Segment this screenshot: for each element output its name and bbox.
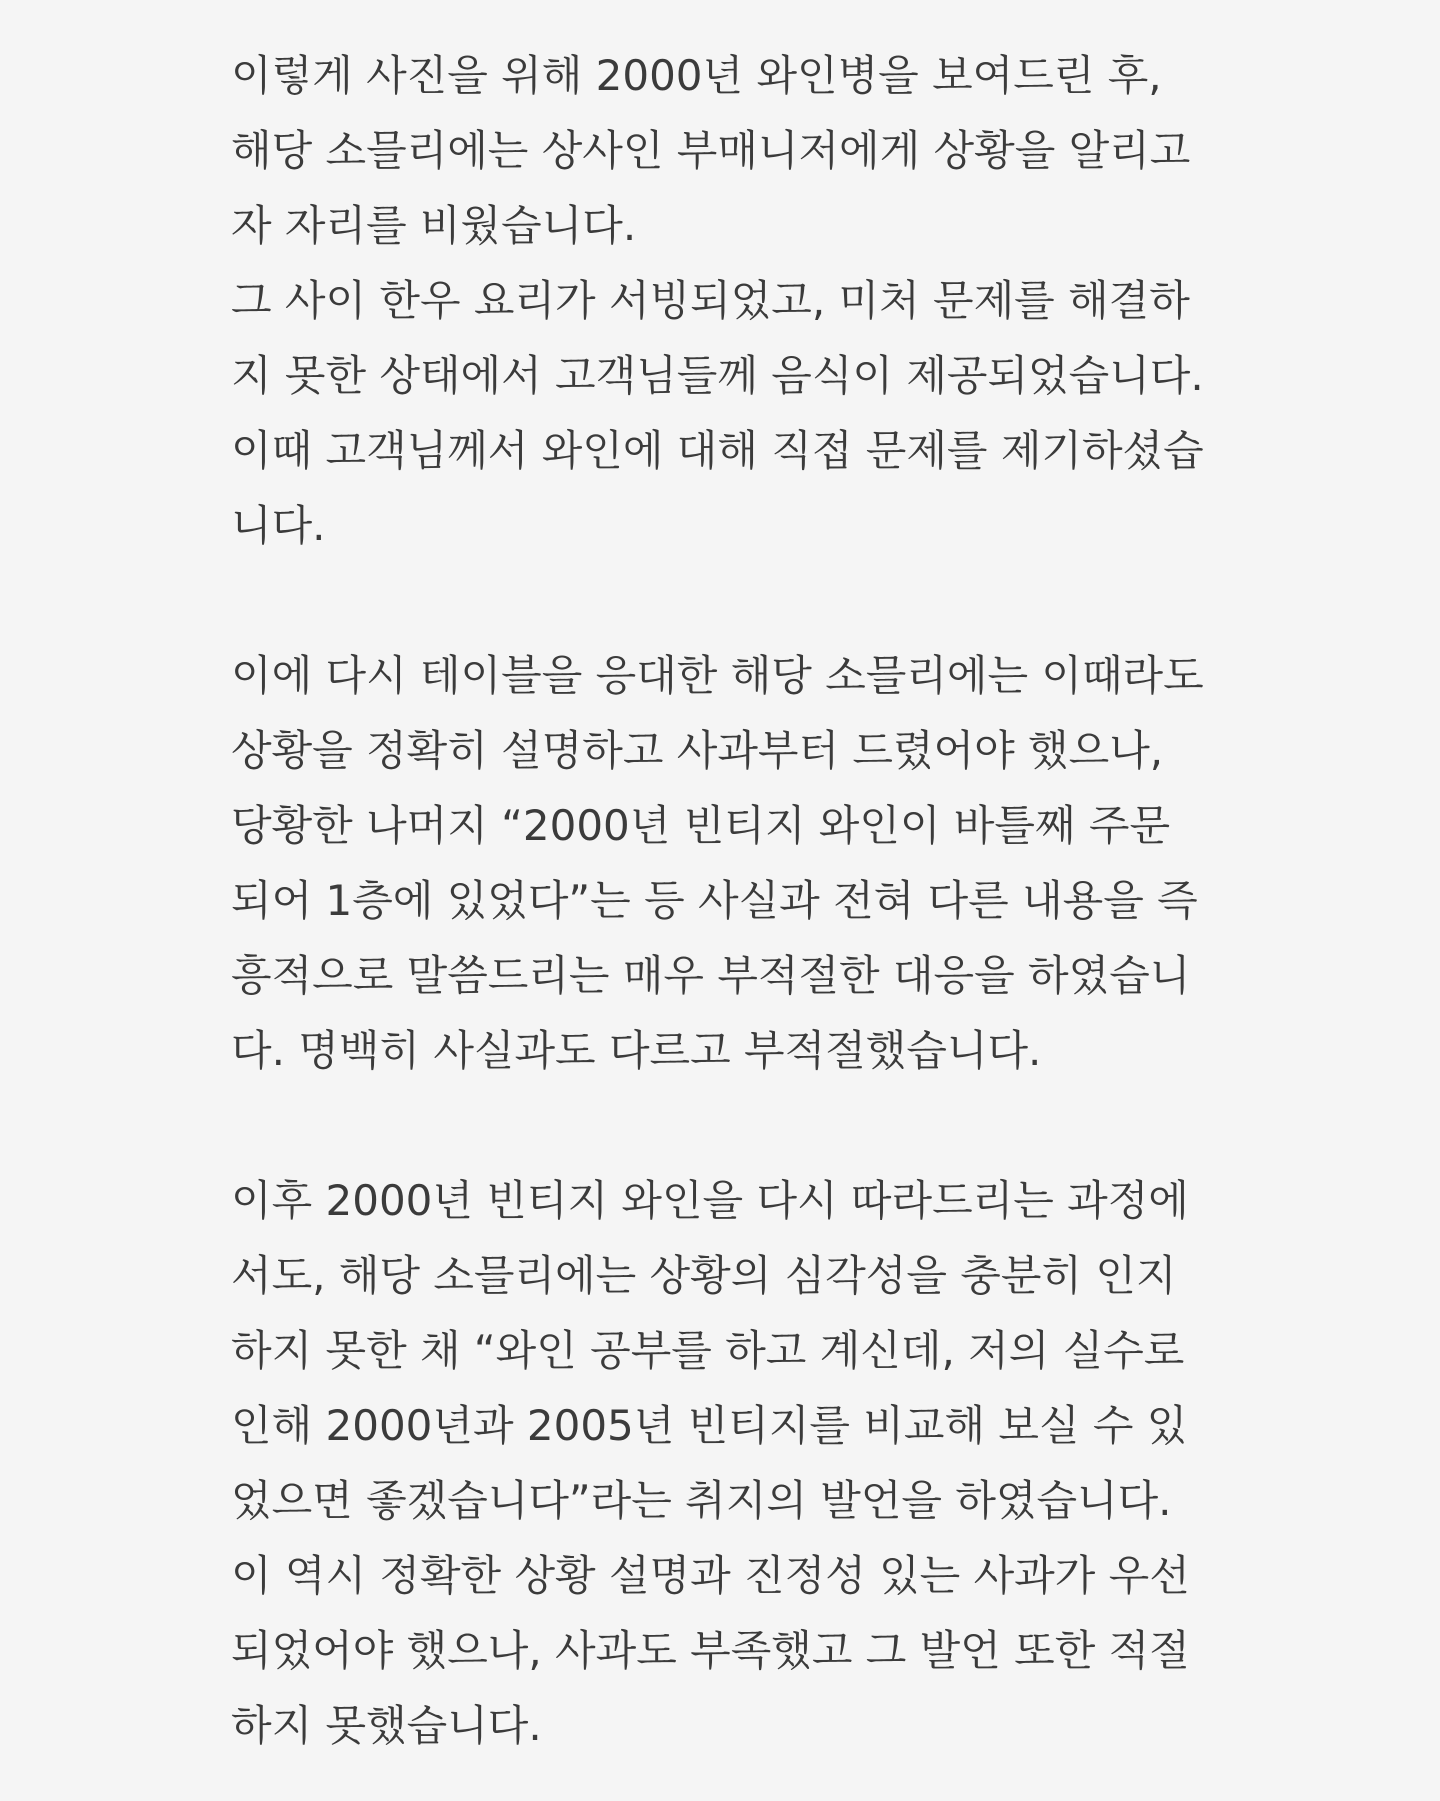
text-line: 해당 소믈리에는 상사인 부매니저에게 상황을 알리고 <box>231 126 1191 175</box>
text-line: 니다. <box>231 501 326 550</box>
text-line: 이렇게 사진을 위해 2000년 와인병을 보여드린 후, <box>231 51 1162 100</box>
text-line: 다. 명백히 사실과도 다르고 부적절했습니다. <box>231 1026 1042 1075</box>
text-line: 지 못한 상태에서 고객님들께 음식이 제공되었습니다. <box>231 351 1204 400</box>
text-line: 자 자리를 비웠습니다. <box>231 201 637 250</box>
text-line: 인해 2000년과 2005년 빈티지를 비교해 보실 수 있 <box>231 1401 1188 1450</box>
statement-text <box>231 38 1251 1763</box>
text-line: 었으면 좋겠습니다”라는 취지의 발언을 하였습니다. <box>231 1476 1172 1525</box>
text-line: 이 역시 정확한 상황 설명과 진정성 있는 사과가 우선 <box>231 1551 1190 1600</box>
text-line: 이때 고객님께서 와인에 대해 직접 문제를 제기하셨습 <box>231 426 1204 475</box>
text-line: 되었어야 했으나, 사과도 부족했고 그 발언 또한 적절 <box>231 1626 1190 1675</box>
text-line: 이에 다시 테이블을 응대한 해당 소믈리에는 이때라도 <box>231 651 1204 700</box>
text-line: 서도, 해당 소믈리에는 상황의 심각성을 충분히 인지 <box>231 1251 1177 1300</box>
text-line: 하지 못한 채 “와인 공부를 하고 계신데, 저의 실수로 <box>231 1326 1185 1375</box>
text-line: 당황한 나머지 “2000년 빈티지 와인이 바틀째 주문 <box>231 801 1171 850</box>
text-line: 상황을 정확히 설명하고 사과부터 드렸어야 했으나, <box>231 726 1164 775</box>
text-line: 이후 2000년 빈티지 와인을 다시 따라드리는 과정에 <box>231 1176 1189 1225</box>
text-line: 되어 1층에 있었다”는 등 사실과 전혀 다른 내용을 즉 <box>231 876 1198 925</box>
text-line: 흥적으로 말씀드리는 매우 부적절한 대응을 하였습니 <box>231 951 1191 1000</box>
paragraph-3 <box>231 1163 1251 1763</box>
paragraph-1 <box>231 38 1251 563</box>
paragraph-2 <box>231 638 1251 1088</box>
text-line: 하지 못했습니다. <box>231 1701 542 1750</box>
text-line: 그 사이 한우 요리가 서빙되었고, 미처 문제를 해결하 <box>231 276 1190 325</box>
